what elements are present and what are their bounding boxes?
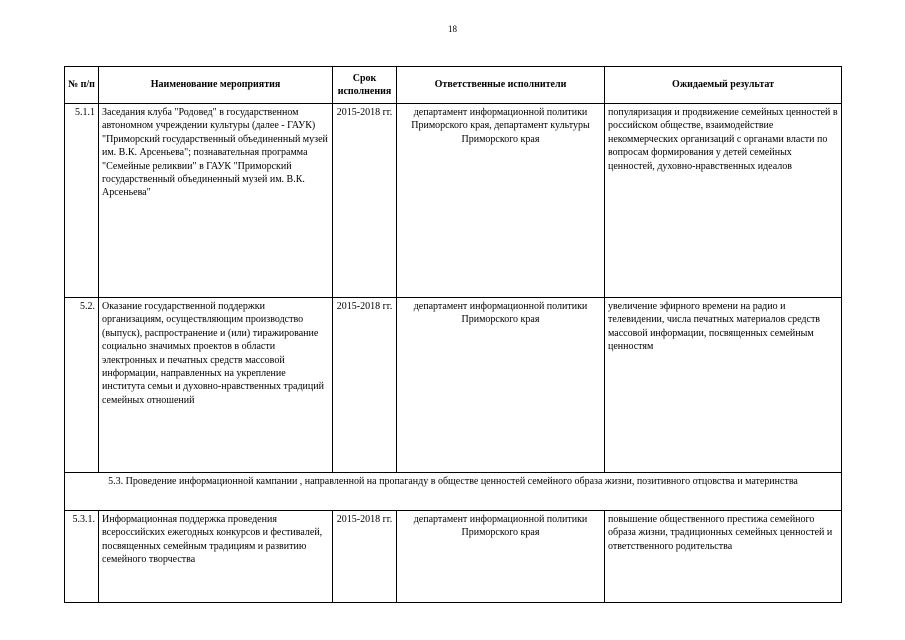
cell-result: увеличение эфирного времени на радио и телевидении, числа печатных материалов средств массовой информации, посвященных семейным ценностям <box>605 298 842 473</box>
cell-num: 5.2. <box>65 298 99 473</box>
header-responsible: Ответственные исполнители <box>397 67 605 104</box>
header-name: Наименование мероприятия <box>99 67 333 104</box>
cell-result: повышение общественного престижа семейного образа жизни, традиционных семейных ценностей и ответственного родительства <box>605 511 842 603</box>
cell-name: Заседания клуба "Родовед" в государственном автономном учреждении культуры (далее - ГАУК) "Приморский государственный объединенный музей им. В.К. Арсеньева"; познавательная программа "Семейные реликвии" в ГАУК "Приморский государственный объединенный музей им. В.К. Арсеньева" <box>99 104 333 298</box>
cell-term: 2015-2018 гг. <box>333 298 397 473</box>
header-term: Срок исполнения <box>333 67 397 104</box>
table-row <box>65 298 842 473</box>
table-row <box>65 511 842 603</box>
cell-responsible: департамент информационной политики Приморского края <box>397 298 605 473</box>
cell-responsible: департамент информационной политики Приморского края <box>397 511 605 603</box>
cell-num: 5.1.1 <box>65 104 99 298</box>
cell-responsible: департамент информационной политики Приморского края, департамент культуры Приморского края <box>397 104 605 298</box>
table-row <box>65 104 842 298</box>
header-result: Ожидаемый результат <box>605 67 842 104</box>
cell-result: популяризация и продвижение семейных ценностей в российском обществе, взаимодействие некоммерческих организаций с органами власти по вопросам формирования у детей семейных ценностей, духовно-нравственных идеалов <box>605 104 842 298</box>
cell-num: 5.3.1. <box>65 511 99 603</box>
cell-name: Информационная поддержка проведения всероссийских ежегодных конкурсов и фестивалей, посвященных семейным традициям и развитию семейного творчества <box>99 511 333 603</box>
cell-term: 2015-2018 гг. <box>333 104 397 298</box>
measures-table <box>64 66 842 603</box>
cell-term: 2015-2018 гг. <box>333 511 397 603</box>
section-heading: 5.3. Проведение информационной кампании , направленной на пропаганду в обществе ценностей семейного образа жизни, позитивного отцовства и материнства <box>65 473 842 511</box>
cell-name: Оказание государственной поддержки организациям, осуществляющим производство (выпуск), распространение и (или) тиражирование социально значимых проектов в области электронных и печатных средств массовой информации, направленных на укрепление института семьи и духовно-нравственных традиций семейных отношений <box>99 298 333 473</box>
page-number: 18 <box>448 24 457 34</box>
table-header-row <box>65 67 842 104</box>
header-num: № п/п <box>65 67 99 104</box>
section-row <box>65 473 842 511</box>
